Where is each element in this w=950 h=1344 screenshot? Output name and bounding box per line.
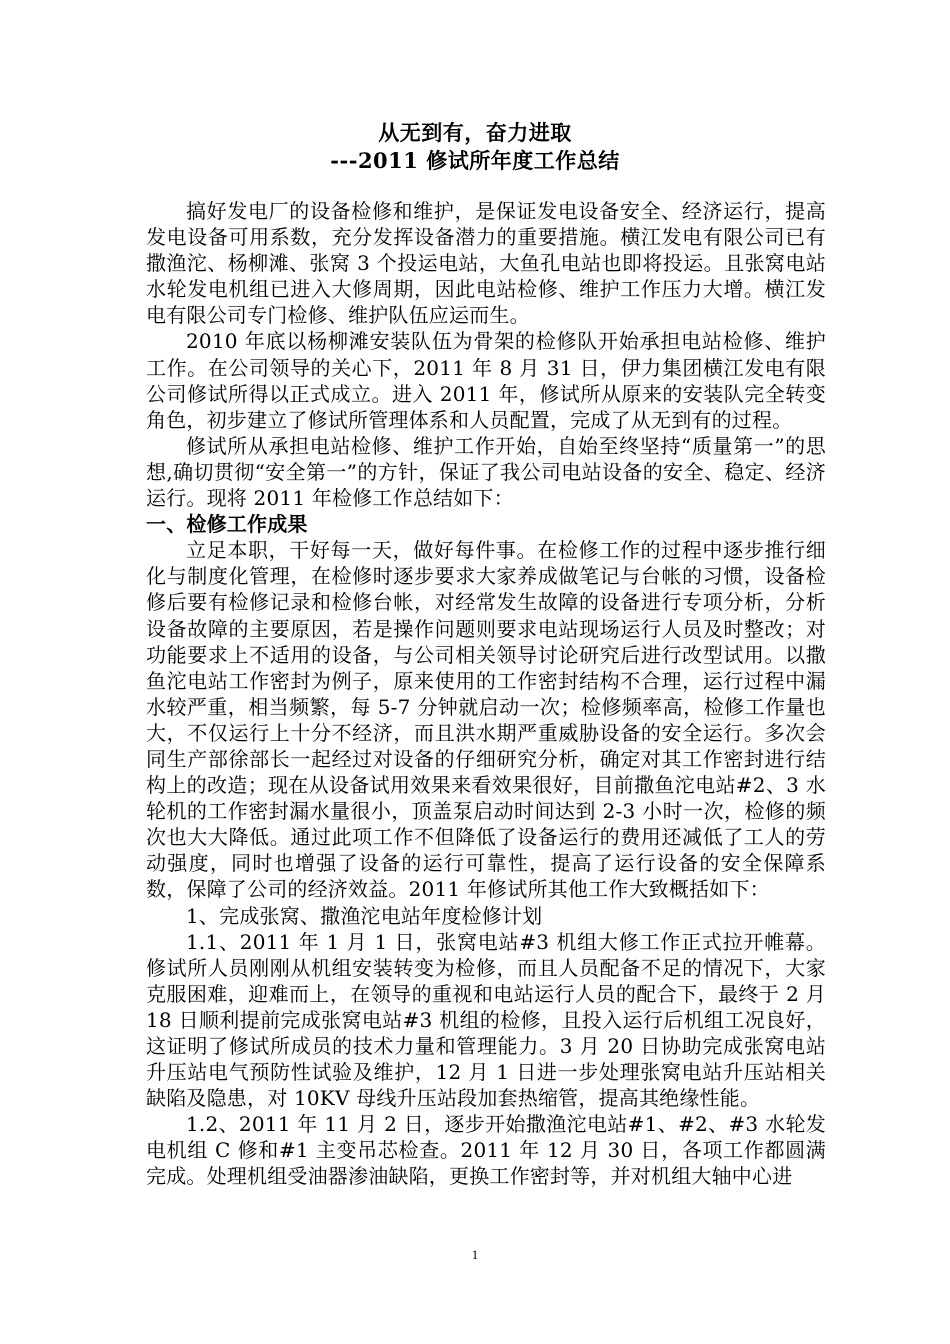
body-paragraph: 1.1、2011 年 1 月 1 日，张窝电站#3 机组大修工作正式拉开帷幕。修试所人员刚刚从机组安装转变为检修，而且人员配备不足的情况下，大家克服困难，迎难而上，在领导的重视和电站运行人员的配合下，最终于 2 月 18 日顺利提前完成张窝电站#3 机组的检修，且投入运行后机组工况良好，这证明了修试所成员的技术力量和管理能力。3 月 20 日协助完成张窝电站升压站电气预防性试验及维护，12 月 1 日进一步处理张窝电站升压站相关缺陷及隐患，对 10KV 母线升压站段加套热缩管，提高其绝缘性能。	[146, 929, 826, 1111]
body-paragraph: 修试所从承担电站检修、维护工作开始，自始至终坚持“质量第一”的思想,确切贯彻“安全第一”的方针，保证了我公司电站设备的安全、稳定、经济运行。现将 2011 年检修工作总结如下：	[146, 433, 826, 511]
document-subtitle: ---2011 修试所年度工作总结	[330, 148, 620, 173]
document-body	[146, 198, 826, 1190]
section-heading: 一、检修工作成果	[146, 512, 308, 537]
body-paragraph: 1.2、2011 年 11 月 2 日，逐步开始撒渔沱电站#1、#2、#3 水轮发电机组 C 修和#1 主变吊芯检查。2011 年 12 月 30 日，各项工作都圆满完成。处理机组受油器渗油缺陷，更换工作密封等，并对机组大轴中心进	[146, 1112, 826, 1189]
document-title: 从无到有，奋力进取	[378, 120, 572, 145]
body-paragraph: 立足本职，干好每一天，做好每件事。在检修工作的过程中逐步推行细化与制度化管理，在检修时逐步要求大家养成做笔记与台帐的习惯，设备检修后要有检修记录和检修台帐，对经常发生故障的设备进行专项分析，分析设备故障的主要原因，若是操作问题则要求电站现场运行人员及时整改；对功能要求上不适用的设备，与公司相关领导讨论研究后进行改型试用。以撒鱼沱电站工作密封为例子，原来使用的工作密封结构不合理，运行过程中漏水较严重，相当频繁，每 5-7 分钟就启动一次；检修频率高，检修工作量也大，不仅运行上十分不经济，而且洪水期严重威胁设备的安全运行。多次会同生产部徐部长一起经过对设备的仔细研究分析，确定对其工作密封进行结构上的改造；现在从设备试用效果来看效果很好，目前撒鱼沱电站#2、3 水轮机的工作密封漏水量很小，顶盖泵启动时间达到 2-3 小时一次，检修的频次也大大降低。通过此项工作不但降低了设备运行的费用还减低了工人的劳动强度，同时也增强了设备的运行可靠性，提高了运行设备的安全保障系数，保障了公司的经济效益。2011 年修试所其他工作大致概括如下：	[146, 538, 826, 902]
body-paragraph: 搞好发电厂的设备检修和维护，是保证发电设备安全、经济运行，提高发电设备可用系数，充分发挥设备潜力的重要措施。横江发电有限公司已有撒渔沱、杨柳滩、张窝 3 个投运电站，大鱼孔电站也即将投运。且张窝电站水轮发电机组已进入大修周期，因此电站检修、维护工作压力大增。横江发电有限公司专门检修、维护队伍应运而生。	[146, 199, 826, 328]
body-paragraph: 2010 年底以杨柳滩安装队伍为骨架的检修队开始承担电站检修、维护工作。在公司领导的关心下，2011 年 8 月 31 日，伊力集团横江发电有限公司修试所得以正式成立。进入 2011 年，修试所从原来的安装队完全转变角色，初步建立了修试所管理体系和人员配置，完成了从无到有的过程。	[146, 329, 826, 432]
subsection-heading: 1、完成张窝、撒渔沱电站年度检修计划	[186, 903, 543, 928]
page-number: 1	[471, 1247, 479, 1262]
